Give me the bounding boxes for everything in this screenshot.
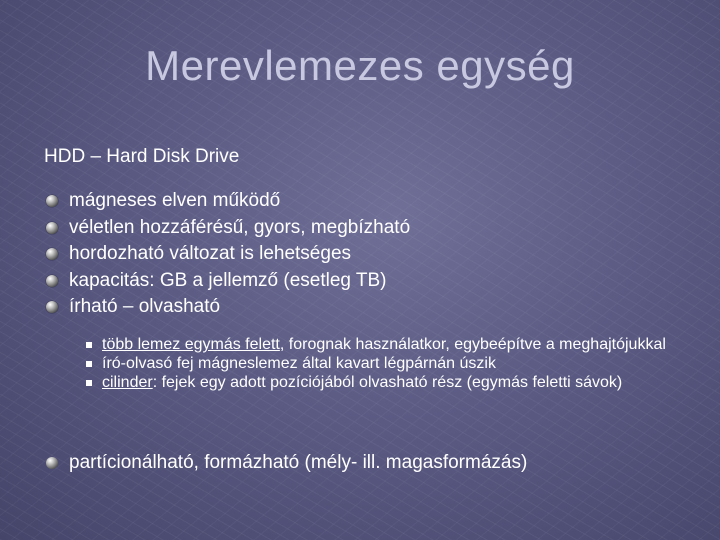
underlined-term: több lemez egymás felett xyxy=(102,336,280,353)
bullet-item xyxy=(46,294,410,321)
square-bullet-icon xyxy=(86,342,92,348)
square-bullet-icon xyxy=(86,361,92,367)
sub-bullet-item xyxy=(86,355,686,373)
bullet-item xyxy=(46,188,410,215)
bullet-text: hordozható változat is lehetséges xyxy=(69,243,352,265)
bullet-item xyxy=(46,241,410,268)
bullet-text: véletlen hozzáférésű, gyors, megbízható xyxy=(69,216,411,238)
slide-subtitle: HDD – Hard Disk Drive xyxy=(44,146,240,167)
bullet-icon xyxy=(46,248,58,260)
bullet-icon xyxy=(46,457,58,469)
bullet-item xyxy=(46,268,410,295)
sub-bullet-text xyxy=(102,374,622,392)
square-bullet-icon xyxy=(86,380,92,386)
sub-bullet-item xyxy=(86,374,686,392)
bullet-text: mágneses elven működő xyxy=(69,190,281,212)
sub-bullet-item xyxy=(86,336,686,354)
bullet-item xyxy=(46,215,410,242)
bullet-icon xyxy=(46,275,58,287)
sub-bullet-list xyxy=(86,336,686,392)
slide-title: Merevlemezes egység xyxy=(145,42,575,89)
bullet-text: írható – olvasható xyxy=(69,296,221,318)
bullet-list xyxy=(46,188,410,321)
bullet-icon xyxy=(46,222,58,234)
bullet-text: partícionálható, formázható (mély- ill. magasformázás) xyxy=(69,452,528,473)
sub-bullet-rest: író-olvasó fej mágneslemez által kavart légpárnán úszik xyxy=(102,355,496,372)
sub-bullet-rest: , forognak használatkor, egybeépítve a meghajtójukkal xyxy=(279,336,666,353)
bullet-text: kapacitás: GB a jellemző (esetleg TB) xyxy=(69,269,387,291)
bullet-icon xyxy=(46,195,58,207)
sub-bullet-text xyxy=(102,355,496,373)
sub-bullet-rest: : fejek egy adott pozíciójából olvasható rész (egymás feletti sávok) xyxy=(152,374,623,391)
bullet-icon xyxy=(46,301,58,313)
sub-bullet-text xyxy=(102,336,666,354)
underlined-term: cilinder xyxy=(102,374,153,391)
bullet-item-last xyxy=(46,452,527,474)
